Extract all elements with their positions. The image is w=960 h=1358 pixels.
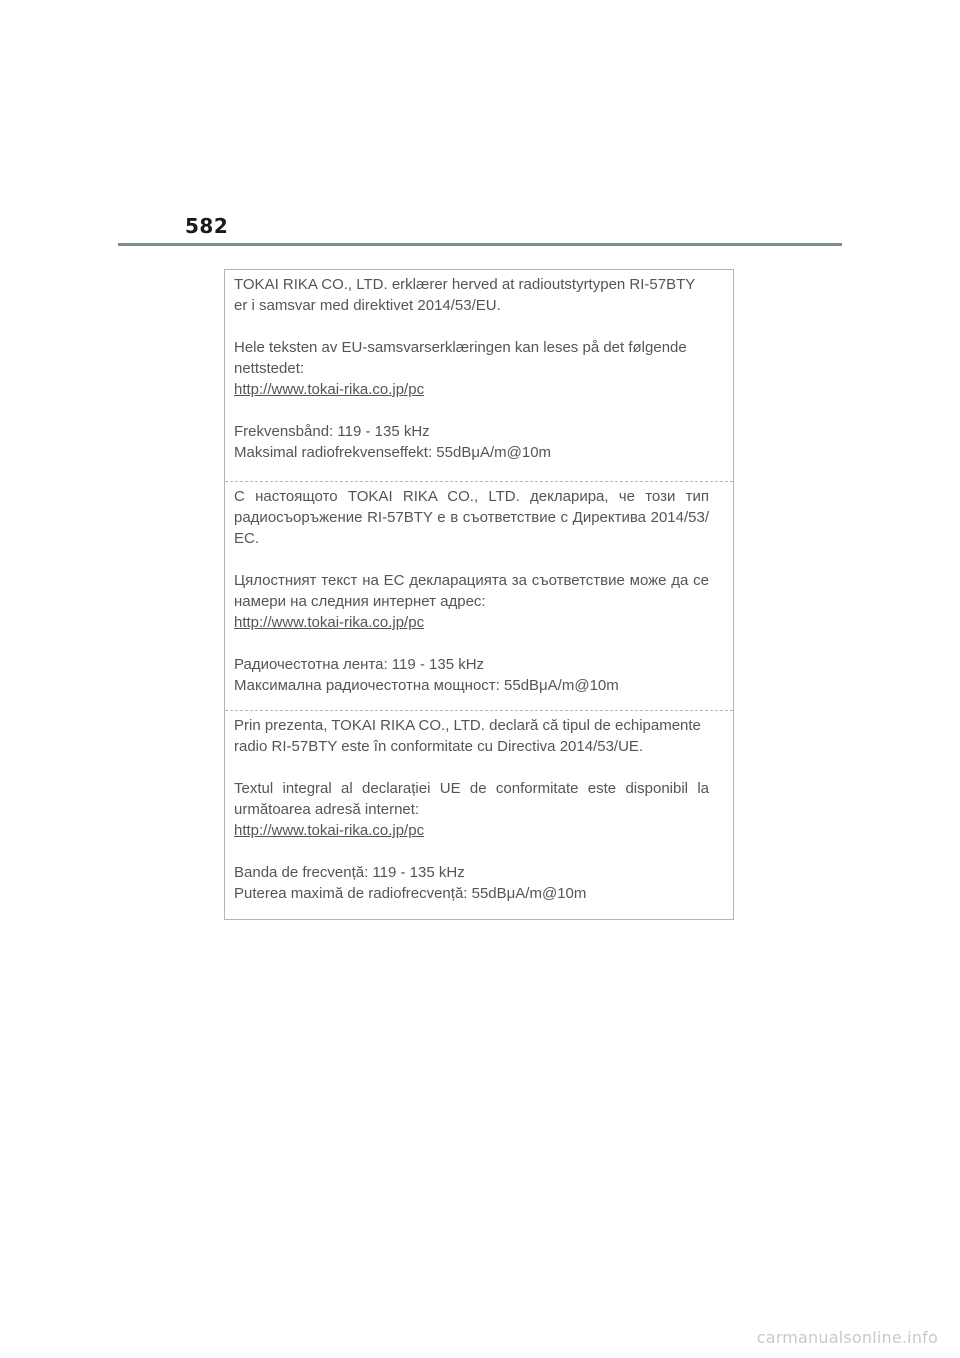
declaration-text: TOKAI RIKA CO., LTD. erklærer herved at radioutstyrtypen RI-57BTY er i samsvar med direktivet 2014/53/EU. <box>234 276 696 314</box>
declaration-link[interactable]: http://www.tokai-rika.co.jp/pc <box>234 822 425 839</box>
max-power: Maksimal radiofrekvenseffekt: 55dBμA/m@10m <box>234 444 552 461</box>
max-power: Максимална радиочестотна мощност: 55dBμA/m@10m <box>234 677 619 694</box>
declaration-text: Prin prezenta, TOKAI RIKA CO., LTD. declară că tipul de echipamente radio RI-57BTY este în conformitate cu Directiva 2014/53/UE. <box>234 717 701 755</box>
full-text-note: Textul integral al declarației UE de conformitate este disponibil la următoarea adresă internet: <box>234 780 709 818</box>
declaration-link[interactable]: http://www.tokai-rika.co.jp/pc <box>234 381 425 398</box>
declaration-link[interactable]: http://www.tokai-rika.co.jp/pc <box>234 614 425 631</box>
declaration-text: С настоящото TOKAI RIKA CO., LTD. декларира, че този тип радиосъоръжение RI-57BTY е в съответствие с Директива 2014/53/ЕС. <box>234 488 709 547</box>
max-power: Puterea maximă de radiofrecvență: 55dBμA/m@10m <box>234 885 587 902</box>
page-number: 582 <box>185 214 229 238</box>
regulatory-notice-box <box>224 269 734 920</box>
frequency-band: Banda de frecvență: 119 - 135 kHz <box>234 864 465 881</box>
header-rule <box>118 243 842 246</box>
watermark: carmanualsonline.info <box>756 1328 938 1347</box>
frequency-band: Frekvensbånd: 119 - 135 kHz <box>234 423 430 440</box>
section-norwegian <box>225 270 733 481</box>
full-text-note: Hele teksten av EU-samsvarserklæringen kan leses på det følgende nettstedet: <box>234 339 687 377</box>
frequency-band: Радиочестотна лента: 119 - 135 kHz <box>234 656 485 673</box>
section-bulgarian <box>225 481 733 710</box>
full-text-note: Цялостният текст на ЕС декларацията за съответствие може да се намери на следния интернет адрес: <box>234 572 709 610</box>
section-romanian <box>225 710 733 919</box>
